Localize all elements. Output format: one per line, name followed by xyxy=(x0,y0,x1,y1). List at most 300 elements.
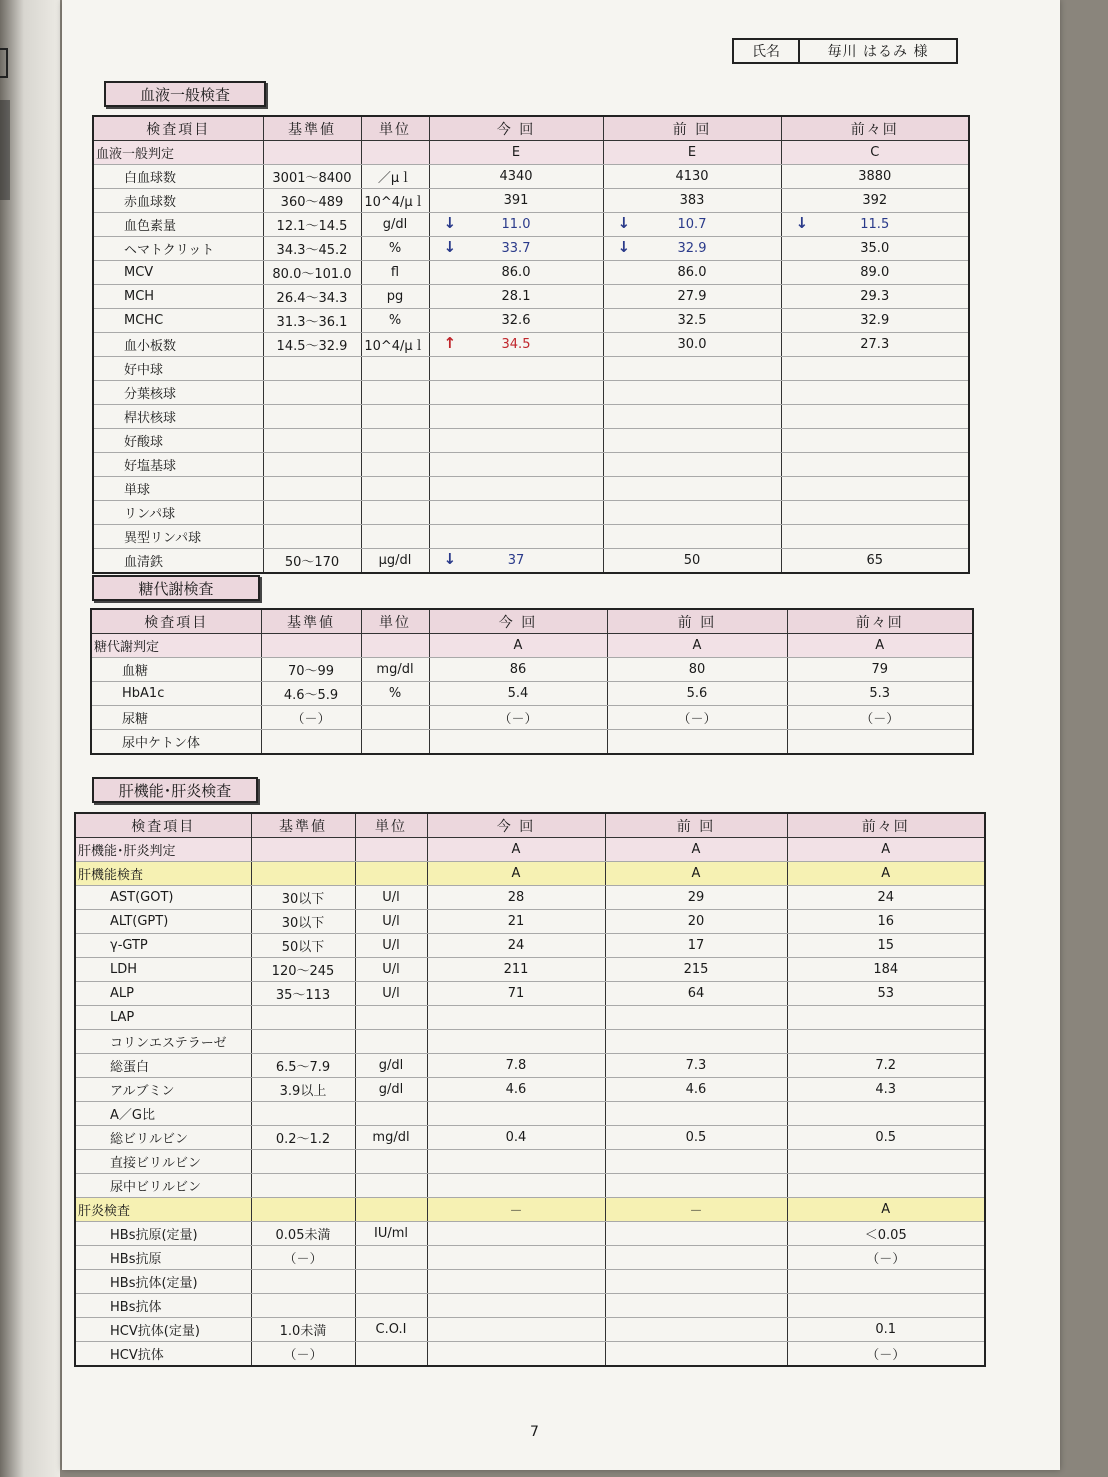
table-row xyxy=(75,1270,985,1294)
cell-before-previous xyxy=(787,1054,985,1078)
cell-before-previous xyxy=(781,261,969,285)
table-row xyxy=(93,261,969,285)
cell-item: γ-GTP xyxy=(75,934,251,958)
cell-current xyxy=(427,1030,605,1054)
cell-value: 79 xyxy=(871,662,889,677)
cell-current xyxy=(427,838,605,862)
header-before-previous: 前々回 xyxy=(787,609,973,634)
cell-item: 血清鉄 xyxy=(93,549,263,574)
cell-before-previous xyxy=(787,1150,985,1174)
table-row xyxy=(93,213,969,237)
cell-item: 異型リンパ球 xyxy=(93,525,263,549)
cell-unit xyxy=(361,634,429,658)
cell-current xyxy=(427,1270,605,1294)
cell-value: 29 xyxy=(687,890,705,905)
cell-item: 血小板数 xyxy=(93,333,263,357)
cell-reference: 35～113 xyxy=(251,982,355,1006)
cell-unit xyxy=(355,1030,427,1054)
arrow-down-icon: ↓ xyxy=(617,238,631,256)
cell-reference xyxy=(251,1030,355,1054)
cell-previous xyxy=(605,1174,787,1198)
cell-current xyxy=(429,501,603,525)
cell-unit: IU/ml xyxy=(355,1222,427,1246)
sugar-table xyxy=(90,608,974,755)
cell-value: 30.0 xyxy=(677,337,707,352)
cell-unit: mg/dl xyxy=(361,658,429,682)
cell-value: 37 xyxy=(507,553,525,568)
cell-reference xyxy=(263,525,361,549)
cell-unit: μg/dl xyxy=(361,549,429,574)
arrow-up-icon: ↑ xyxy=(443,334,457,352)
table-row xyxy=(75,886,985,910)
cell-item: 総蛋白 xyxy=(75,1054,251,1078)
cell-previous xyxy=(605,1318,787,1342)
arrow-down-icon: ↓ xyxy=(443,238,457,256)
cell-unit: g/dl xyxy=(361,213,429,237)
cell-reference: 34.3～45.2 xyxy=(263,237,361,261)
cell-previous xyxy=(605,1198,787,1222)
table-row xyxy=(93,453,969,477)
cell-previous xyxy=(605,934,787,958)
cell-value: 0.4 xyxy=(505,1130,527,1145)
cell-previous xyxy=(603,549,781,574)
name-label: 氏名 xyxy=(734,40,800,62)
cell-before-previous xyxy=(787,1294,985,1318)
cell-before-previous xyxy=(787,934,985,958)
cell-value: 65 xyxy=(866,553,884,568)
table-row xyxy=(93,549,969,574)
cell-before-previous xyxy=(787,886,985,910)
cell-previous xyxy=(603,165,781,189)
cell-before-previous xyxy=(787,1246,985,1270)
cell-current xyxy=(429,706,607,730)
header-item: 検査項目 xyxy=(91,609,261,634)
table-row xyxy=(75,1198,985,1222)
blood-table xyxy=(92,115,970,574)
cell-value: 32.9 xyxy=(677,241,707,256)
cell-item: 直接ビリルビン xyxy=(75,1150,251,1174)
cell-reference: 3001～8400 xyxy=(263,165,361,189)
cell-reference: 50～170 xyxy=(263,549,361,574)
cell-before-previous xyxy=(781,165,969,189)
cell-value: 33.7 xyxy=(501,241,531,256)
cell-current xyxy=(427,1102,605,1126)
cell-item: HBs抗体 xyxy=(75,1294,251,1318)
cell-previous xyxy=(605,1246,787,1270)
cell-value: A xyxy=(511,842,521,857)
cell-item: 尿中ケトン体 xyxy=(91,730,261,755)
cell-unit xyxy=(355,1342,427,1367)
cell-previous xyxy=(603,525,781,549)
cell-before-previous xyxy=(787,1126,985,1150)
cell-item: MCHC xyxy=(93,309,263,333)
cell-item: 血液一般判定 xyxy=(93,141,263,165)
cell-item: 尿糖 xyxy=(91,706,261,730)
cell-value: 4340 xyxy=(499,169,533,184)
cell-previous xyxy=(607,634,787,658)
cell-reference: （－） xyxy=(261,706,361,730)
cell-value: E xyxy=(687,145,697,160)
cell-item: 糖代謝判定 xyxy=(91,634,261,658)
cell-unit xyxy=(355,1198,427,1222)
cell-item: 血色素量 xyxy=(93,213,263,237)
table-row xyxy=(75,862,985,886)
cell-current xyxy=(427,886,605,910)
cell-item: HBs抗体(定量) xyxy=(75,1270,251,1294)
cell-previous xyxy=(605,886,787,910)
cell-current xyxy=(429,357,603,381)
cell-previous xyxy=(603,213,781,237)
cell-previous xyxy=(605,1342,787,1367)
cell-value: 86.0 xyxy=(677,265,707,280)
cell-previous xyxy=(605,1078,787,1102)
cell-reference xyxy=(263,141,361,165)
cell-reference: （－） xyxy=(251,1246,355,1270)
header-before-previous: 前々回 xyxy=(787,813,985,838)
cell-previous xyxy=(603,189,781,213)
cell-before-previous xyxy=(787,1222,985,1246)
table-row xyxy=(75,982,985,1006)
cell-current xyxy=(429,333,603,357)
cell-item: アルブミン xyxy=(75,1078,251,1102)
cell-item: MCH xyxy=(93,285,263,309)
cell-unit xyxy=(355,1294,427,1318)
cell-unit: 10^4/μｌ xyxy=(361,189,429,213)
cell-unit xyxy=(355,1270,427,1294)
table-row xyxy=(93,309,969,333)
sugar-section-title: 糖代謝検査 xyxy=(92,575,260,601)
cell-value: 71 xyxy=(507,986,525,1001)
table-row xyxy=(93,381,969,405)
cell-reference: 120～245 xyxy=(251,958,355,982)
cell-current xyxy=(429,141,603,165)
cell-unit xyxy=(355,1102,427,1126)
cell-value: 86.0 xyxy=(501,265,531,280)
cell-previous xyxy=(603,429,781,453)
table-row xyxy=(93,429,969,453)
adjacent-page-edge xyxy=(0,0,60,1477)
table-row xyxy=(75,934,985,958)
cell-previous xyxy=(603,237,781,261)
table-row xyxy=(91,706,973,730)
cell-unit xyxy=(355,1006,427,1030)
cell-reference xyxy=(263,501,361,525)
table-header-row xyxy=(75,813,985,838)
cell-current xyxy=(427,982,605,1006)
header-previous: 前 回 xyxy=(605,813,787,838)
cell-item: 尿中ビリルビン xyxy=(75,1174,251,1198)
cell-value: （－） xyxy=(860,712,900,727)
cell-unit xyxy=(355,838,427,862)
table-row xyxy=(93,189,969,213)
header-previous: 前 回 xyxy=(603,116,781,141)
cell-item: HCV抗体(定量) xyxy=(75,1318,251,1342)
header-current: 今 回 xyxy=(427,813,605,838)
cell-current xyxy=(429,429,603,453)
cell-reference xyxy=(251,1102,355,1126)
cell-reference: 26.4～34.3 xyxy=(263,285,361,309)
cell-value: 10.7 xyxy=(677,217,707,232)
header-before-previous: 前々回 xyxy=(781,116,969,141)
cell-previous xyxy=(607,730,787,755)
cell-before-previous xyxy=(787,1318,985,1342)
cell-before-previous xyxy=(787,982,985,1006)
cell-previous xyxy=(605,1006,787,1030)
blood-section-title: 血液一般検査 xyxy=(104,81,266,107)
cell-value: 28.1 xyxy=(501,289,531,304)
table-row xyxy=(91,658,973,682)
table-row xyxy=(93,525,969,549)
cell-before-previous xyxy=(781,501,969,525)
cell-value: 215 xyxy=(683,962,709,977)
cell-current xyxy=(427,934,605,958)
cell-unit: g/dl xyxy=(355,1078,427,1102)
cell-item: A／G比 xyxy=(75,1102,251,1126)
cell-before-previous xyxy=(787,958,985,982)
cell-before-previous xyxy=(787,838,985,862)
table-row xyxy=(75,1174,985,1198)
cell-value: 5.3 xyxy=(869,686,891,701)
cell-current xyxy=(429,285,603,309)
page-number: 7 xyxy=(530,1424,539,1440)
cell-before-previous xyxy=(781,333,969,357)
cell-before-previous xyxy=(787,1270,985,1294)
cell-previous xyxy=(605,1294,787,1318)
cell-before-previous xyxy=(781,525,969,549)
cell-value: 35.0 xyxy=(860,241,890,256)
cell-reference xyxy=(251,862,355,886)
cell-current xyxy=(427,1126,605,1150)
cell-value: 383 xyxy=(679,193,705,208)
cell-value: 7.2 xyxy=(875,1058,897,1073)
header-unit: 単位 xyxy=(361,609,429,634)
cell-previous xyxy=(603,333,781,357)
cell-before-previous xyxy=(781,309,969,333)
cell-item: 単球 xyxy=(93,477,263,501)
patient-name-box xyxy=(732,38,958,64)
cell-before-previous xyxy=(787,634,973,658)
cell-previous xyxy=(607,682,787,706)
cell-current xyxy=(427,862,605,886)
cell-value: 11.5 xyxy=(860,217,890,232)
table-row xyxy=(91,634,973,658)
cell-value: 4.6 xyxy=(685,1082,707,1097)
cell-value: 11.0 xyxy=(501,217,531,232)
table-row xyxy=(93,141,969,165)
cell-value: 4.3 xyxy=(875,1082,897,1097)
cell-value: 3880 xyxy=(858,169,892,184)
header-unit: 単位 xyxy=(361,116,429,141)
cell-unit: mg/dl xyxy=(355,1126,427,1150)
cell-unit: fl xyxy=(361,261,429,285)
cell-value: 4130 xyxy=(675,169,709,184)
table-row xyxy=(75,1222,985,1246)
cell-unit: C.O.I xyxy=(355,1318,427,1342)
table-row xyxy=(75,1246,985,1270)
cell-value: 27.3 xyxy=(860,337,890,352)
cell-previous xyxy=(603,501,781,525)
cell-unit: U/l xyxy=(355,982,427,1006)
cell-unit xyxy=(361,477,429,501)
cell-current xyxy=(429,477,603,501)
cell-value: A xyxy=(881,866,891,881)
cell-before-previous xyxy=(787,910,985,934)
cell-value: （－） xyxy=(677,712,717,727)
cell-value: 5.6 xyxy=(686,686,708,701)
cell-item: HBs抗原(定量) xyxy=(75,1222,251,1246)
cell-reference: 360～489 xyxy=(263,189,361,213)
table-row xyxy=(93,477,969,501)
cell-item: HbA1c xyxy=(91,682,261,706)
cell-current xyxy=(429,405,603,429)
cell-reference xyxy=(263,453,361,477)
header-unit: 単位 xyxy=(355,813,427,838)
cell-before-previous xyxy=(787,1030,985,1054)
cell-value: 32.6 xyxy=(501,313,531,328)
cell-value: C xyxy=(870,145,880,160)
cell-previous xyxy=(605,1222,787,1246)
header-current: 今 回 xyxy=(429,116,603,141)
cell-current xyxy=(429,658,607,682)
cell-current xyxy=(429,213,603,237)
cell-before-previous xyxy=(781,357,969,381)
cell-current xyxy=(427,1342,605,1367)
cell-before-previous xyxy=(787,1342,985,1367)
table-row xyxy=(75,1342,985,1367)
cell-unit xyxy=(361,141,429,165)
table-row xyxy=(91,730,973,755)
cell-item: 赤血球数 xyxy=(93,189,263,213)
cell-reference xyxy=(251,1270,355,1294)
cell-value: A xyxy=(511,866,521,881)
cell-unit xyxy=(355,862,427,886)
cell-value: 7.8 xyxy=(505,1058,527,1073)
cell-reference xyxy=(263,357,361,381)
cell-current xyxy=(429,525,603,549)
cell-item: AST(GOT) xyxy=(75,886,251,910)
cell-value: 7.3 xyxy=(685,1058,707,1073)
cell-unit: % xyxy=(361,309,429,333)
cell-before-previous xyxy=(787,1102,985,1126)
cell-item: ALP xyxy=(75,982,251,1006)
report-page xyxy=(62,0,1060,1470)
cell-unit xyxy=(361,501,429,525)
cell-current xyxy=(427,1054,605,1078)
cell-reference: 14.5～32.9 xyxy=(263,333,361,357)
cell-current xyxy=(427,1174,605,1198)
cell-current xyxy=(429,309,603,333)
cell-item: 肝機能･肝炎判定 xyxy=(75,838,251,862)
cell-unit: % xyxy=(361,682,429,706)
cell-value: 24 xyxy=(877,890,895,905)
cell-previous xyxy=(605,958,787,982)
cell-value: 17 xyxy=(687,938,705,953)
header-current: 今 回 xyxy=(429,609,607,634)
cell-value: 53 xyxy=(877,986,895,1001)
cell-value: 28 xyxy=(507,890,525,905)
cell-unit xyxy=(361,405,429,429)
cell-previous xyxy=(607,706,787,730)
arrow-down-icon: ↓ xyxy=(795,214,809,232)
cell-value: （－） xyxy=(866,1348,906,1363)
cell-value: （－） xyxy=(498,712,538,727)
cell-previous xyxy=(603,285,781,309)
cell-value: 32.9 xyxy=(860,313,890,328)
cell-item: LDH xyxy=(75,958,251,982)
cell-value: 0.1 xyxy=(875,1322,897,1337)
cell-item: HCV抗体 xyxy=(75,1342,251,1367)
table-row xyxy=(75,1054,985,1078)
cell-item: 肝機能検査 xyxy=(75,862,251,886)
cell-before-previous xyxy=(787,1006,985,1030)
cell-reference: 30以下 xyxy=(251,886,355,910)
cell-value: 184 xyxy=(873,962,899,977)
cell-reference xyxy=(251,1174,355,1198)
cell-previous xyxy=(605,910,787,934)
cell-item: リンパ球 xyxy=(93,501,263,525)
adjacent-page-mark xyxy=(0,48,8,78)
table-row xyxy=(75,1318,985,1342)
cell-item: LAP xyxy=(75,1006,251,1030)
table-row xyxy=(93,333,969,357)
cell-item: 白血球数 xyxy=(93,165,263,189)
cell-value: E xyxy=(511,145,521,160)
table-row xyxy=(93,237,969,261)
cell-current xyxy=(427,1078,605,1102)
cell-value: 50 xyxy=(683,553,701,568)
cell-before-previous xyxy=(781,549,969,574)
cell-value: 5.4 xyxy=(507,686,529,701)
cell-before-previous xyxy=(781,453,969,477)
header-reference: 基準値 xyxy=(261,609,361,634)
cell-unit xyxy=(361,730,429,755)
cell-previous xyxy=(603,381,781,405)
cell-item: 桿状核球 xyxy=(93,405,263,429)
table-header-row xyxy=(91,609,973,634)
cell-before-previous xyxy=(781,405,969,429)
cell-reference: 12.1～14.5 xyxy=(263,213,361,237)
table-header-row xyxy=(93,116,969,141)
cell-current xyxy=(429,261,603,285)
liver-section-title: 肝機能･肝炎検査 xyxy=(92,777,258,803)
cell-reference: 3.9以上 xyxy=(251,1078,355,1102)
cell-value: 80 xyxy=(688,662,706,677)
table-row xyxy=(75,1126,985,1150)
cell-value: （－） xyxy=(866,1252,906,1267)
cell-reference xyxy=(251,1294,355,1318)
cell-item: 好塩基球 xyxy=(93,453,263,477)
cell-previous xyxy=(607,658,787,682)
cell-value: 20 xyxy=(687,914,705,929)
cell-item: コリンエステラーゼ xyxy=(75,1030,251,1054)
table-row xyxy=(93,285,969,309)
cell-previous xyxy=(605,1150,787,1174)
cell-item: 血糖 xyxy=(91,658,261,682)
cell-unit: pg xyxy=(361,285,429,309)
cell-item: ALT(GPT) xyxy=(75,910,251,934)
cell-item: 肝炎検査 xyxy=(75,1198,251,1222)
cell-reference: 1.0未満 xyxy=(251,1318,355,1342)
table-row xyxy=(93,165,969,189)
cell-previous xyxy=(605,838,787,862)
cell-unit: g/dl xyxy=(355,1054,427,1078)
cell-value: 391 xyxy=(503,193,529,208)
cell-unit xyxy=(355,1174,427,1198)
cell-reference: 31.3～36.1 xyxy=(263,309,361,333)
cell-reference: 70～99 xyxy=(261,658,361,682)
table-row xyxy=(75,838,985,862)
cell-previous xyxy=(603,477,781,501)
